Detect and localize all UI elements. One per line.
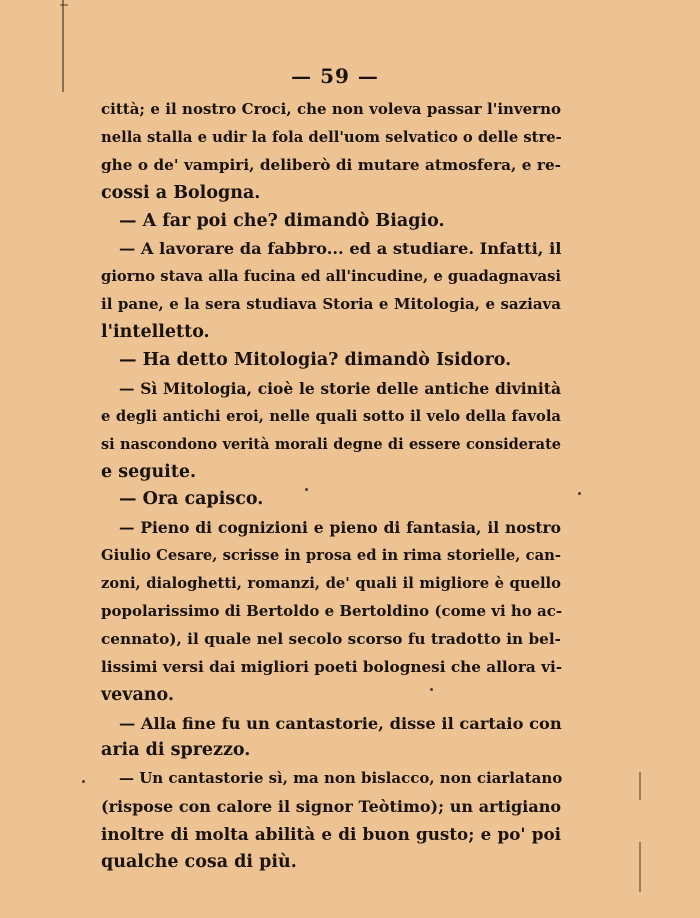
text-line: — Pieno di cognizioni e pieno di fantasia, il nostro [119, 518, 561, 538]
text-line: nella stalla e udir la fola dell'uom selvatico o delle stre- [101, 128, 562, 146]
text-line: Giulio Cesare, scrisse in prosa ed in rima storielle, can- [101, 547, 561, 565]
text-line: si nascondono verità morali degne di essere considerate [101, 435, 561, 453]
text-line: — Sì Mitologia, cioè le storie delle antiche divinità [119, 378, 561, 398]
page-body-text [101, 96, 561, 877]
text-line: zoni, dialoghetti, romanzi, de' quali il migliore è quello [101, 575, 561, 593]
page-number: — 59 — [291, 64, 379, 88]
text-line: popolarissimo di Bertoldo e Bertoldino (come vi ho ac- [101, 602, 563, 621]
text-line: il pane, e la sera studiava Storia e Mitologia, e saziava [101, 295, 561, 314]
ink-speck [82, 780, 85, 783]
right-margin-mark-upper [639, 772, 641, 800]
text-line: — Ora capisco. [119, 489, 264, 510]
text-line: — Un cantastorie sì, ma non bislacco, non ciarlatano [119, 769, 563, 788]
text-line: qualche cosa di più. [101, 852, 297, 873]
text-line: cossi a Bologna. [101, 182, 261, 203]
margin-tick-mark [60, 4, 68, 6]
text-line: l'intelletto. [101, 322, 210, 343]
text-line: ghe o de' vampiri, deliberò di mutare atmosfera, e re- [101, 155, 561, 174]
text-line: e seguite. [101, 461, 197, 482]
text-line: inoltre di molta abilità e di buon gusto; e po' poi [101, 824, 561, 845]
text-line: vevano. [101, 684, 174, 705]
text-line: e degli antichi eroi, nelle quali sotto il velo della favola [101, 407, 561, 425]
text-line: (rispose con calore il signor Teòtimo); un artigiano [101, 797, 561, 817]
text-line: — Alla fine fu un cantastorie, disse il cartaio con [119, 713, 562, 733]
text-line: — Ha detto Mitologia? dimandò Isidoro. [119, 350, 512, 371]
text-line: città; e il nostro Croci, che non voleva passar l'inverno [101, 100, 561, 118]
text-line: aria di sprezzo. [101, 740, 251, 761]
right-margin-mark-lower [639, 842, 641, 892]
text-line: lissimi versi dai migliori poeti bolognesi che allora vi- [101, 657, 563, 676]
ink-speck [578, 492, 581, 495]
text-line: — A lavorare da fabbro... ed a studiare. Infatti, il [119, 239, 562, 259]
text-line: — A far poi che? dimandò Biagio. [119, 210, 445, 231]
text-line: giorno stava alla fucina ed all'incudine, e guadagnavasi [101, 268, 561, 286]
text-line: cennato), il quale nel secolo scorso fu tradotto in bel- [101, 629, 561, 648]
